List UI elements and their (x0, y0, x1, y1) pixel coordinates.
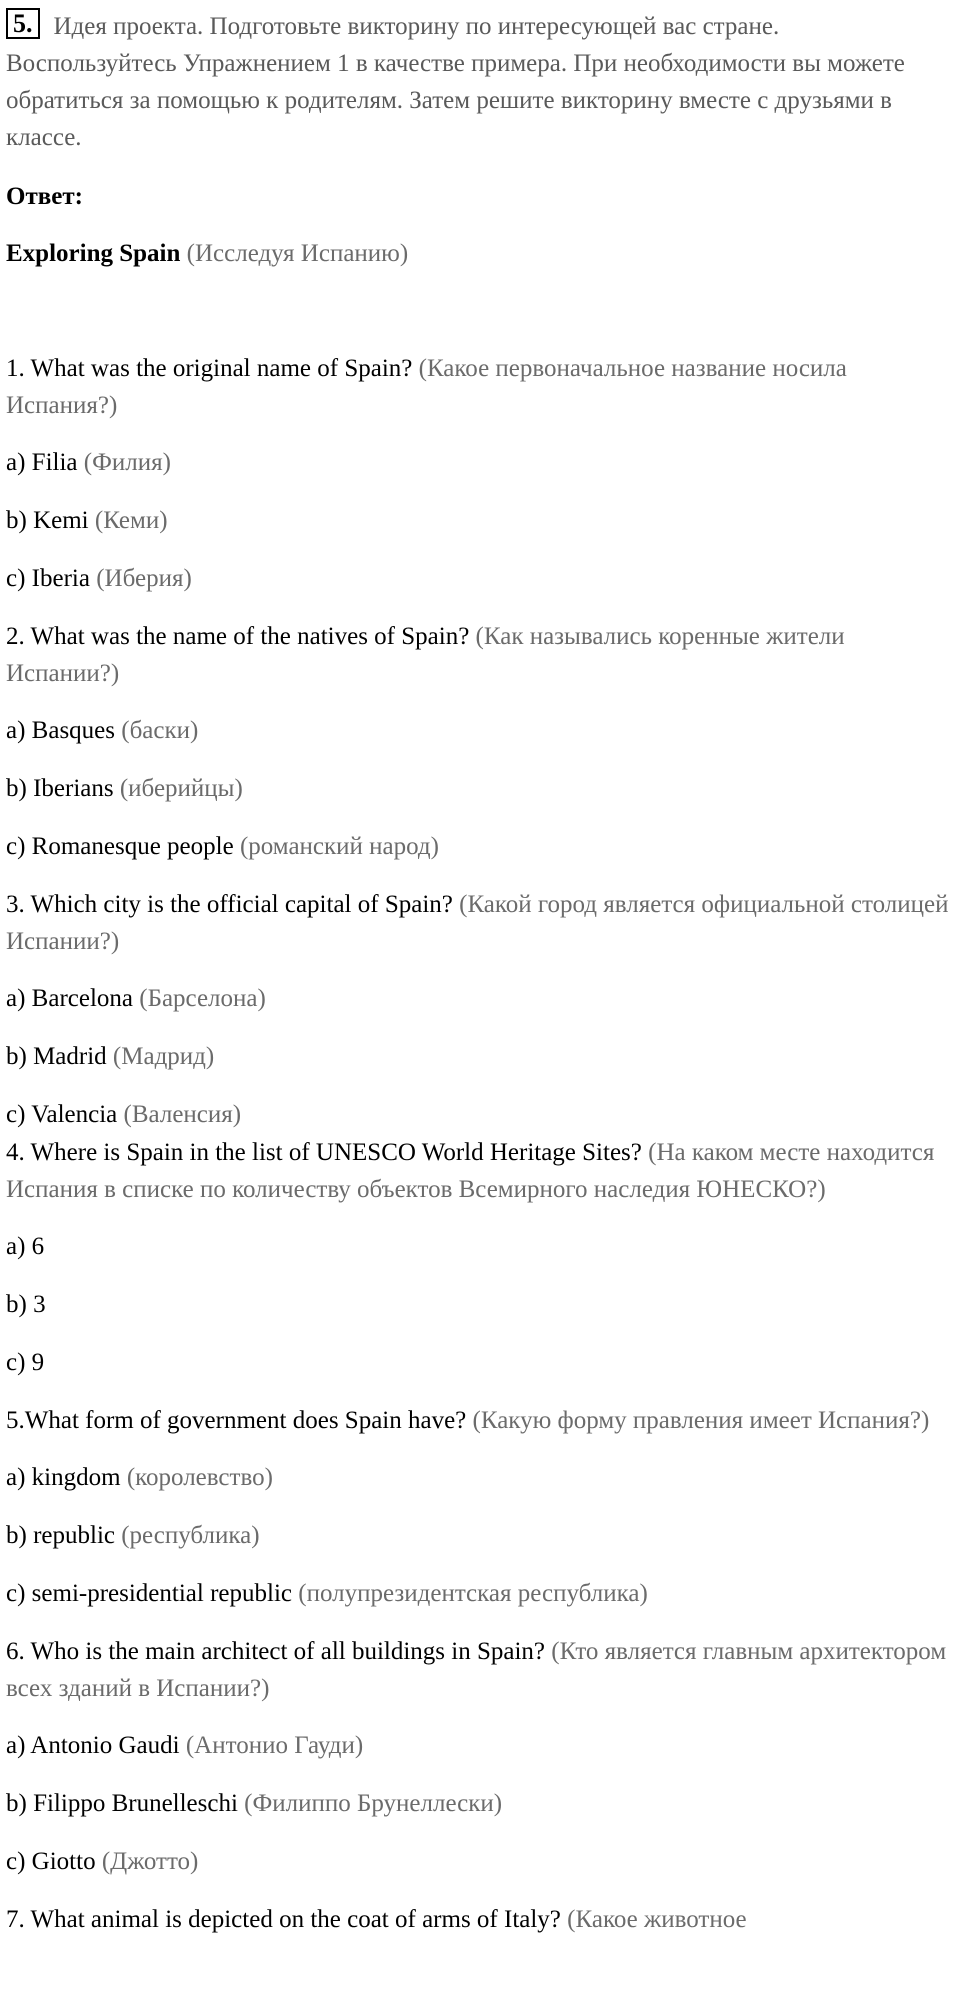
option-translation: (Барселона) (139, 985, 266, 1012)
option-text: c) Giotto (6, 1848, 96, 1875)
option-text: c) Romanesque people (6, 833, 234, 860)
option-5c (6, 1575, 952, 1612)
option-5b (6, 1517, 952, 1554)
option-6c (6, 1843, 952, 1880)
question-7 (6, 1901, 952, 1938)
option-text: b) republic (6, 1522, 115, 1549)
option-translation: (Антонио Гауди) (185, 1732, 364, 1759)
option-3c (6, 1096, 952, 1133)
option-text: a) Filia (6, 449, 78, 476)
document-page (6, 8, 952, 1958)
option-translation: (Кеми) (94, 507, 168, 534)
option-4b (6, 1286, 952, 1323)
question-1 (6, 350, 952, 424)
quiz-title (6, 235, 952, 272)
quiz-list (6, 350, 952, 1938)
question-translation: (На каком месте находится Испания в списке по количеству объектов Всемирного наследия ЮНЕСКО?) (6, 1139, 935, 1203)
option-6b (6, 1785, 952, 1822)
option-translation: (Филиппо Брунеллески) (244, 1790, 503, 1817)
question-translation: (Какое первоначальное название носила Испания?) (6, 355, 847, 419)
option-4c (6, 1344, 952, 1381)
quiz-title-en: Exploring Spain (6, 240, 181, 267)
option-3a (6, 980, 952, 1017)
option-translation: (романский народ) (239, 833, 439, 860)
option-translation: (Мадрид) (112, 1043, 215, 1070)
option-1a (6, 444, 952, 481)
option-1b (6, 502, 952, 539)
option-text: c) Valencia (6, 1101, 118, 1128)
answer-label: Ответ: (6, 183, 83, 210)
option-translation: (Джотто) (101, 1848, 199, 1875)
option-text: b) Filippo Brunelleschi (6, 1790, 238, 1817)
option-text: a) Barcelona (6, 985, 134, 1012)
option-text: a) Antonio Gaudi (6, 1732, 180, 1759)
option-translation: (Валенсия) (123, 1101, 242, 1128)
option-translation: (Иберия) (96, 565, 192, 592)
question-6 (6, 1633, 952, 1707)
question-3 (6, 886, 952, 960)
question-text: 4. Where is Spain in the list of UNESCO World Heritage Sites? (6, 1139, 642, 1166)
option-translation: (полупрезидентская республика) (298, 1580, 648, 1607)
question-text: 3. Which city is the official capital of Spain? (6, 891, 453, 918)
option-text: b) Kemi (6, 507, 89, 534)
option-text: c) semi-presidential republic (6, 1580, 292, 1607)
option-6a (6, 1727, 952, 1764)
option-translation: (королевство) (126, 1464, 273, 1491)
option-2b (6, 770, 952, 807)
task-text: Идея проекта. Подготовьте викторину по интересующей вас стране. Воспользуйтесь Упражнением 1 в качестве примера. При необходимости вы можете обратиться за помощью к родителям. Затем решите викторину вместе с друзьями в классе. (6, 13, 905, 151)
question-text: 1. What was the original name of Spain? (6, 355, 413, 382)
question-4 (6, 1134, 952, 1208)
question-translation: (Как назывались коренные жители Испании?) (6, 623, 845, 687)
option-text: b) Iberians (6, 775, 114, 802)
option-text: c) 9 (6, 1349, 45, 1376)
question-translation: (Какое животное (567, 1906, 747, 1933)
option-text: a) kingdom (6, 1464, 121, 1491)
option-2a (6, 712, 952, 749)
question-text: 5.What form of government does Spain have? (6, 1407, 467, 1434)
question-text: 7. What animal is depicted on the coat of arms of Italy? (6, 1906, 561, 1933)
quiz-title-ru: (Исследуя Испанию) (186, 240, 409, 267)
option-translation: (баски) (121, 717, 199, 744)
task-number-badge: 5. (6, 8, 40, 39)
option-text: c) Iberia (6, 565, 90, 592)
option-text: a) Basques (6, 717, 115, 744)
question-translation: (Кто является главным архитектором всех зданий в Испании?) (6, 1638, 947, 1702)
option-text: b) 3 (6, 1291, 46, 1318)
question-2 (6, 618, 952, 692)
option-translation: (Филия) (83, 449, 171, 476)
option-translation: (иберийцы) (119, 775, 243, 802)
question-translation: (Какую форму правления имеет Испания?) (472, 1407, 930, 1434)
question-text: 2. What was the name of the natives of Spain? (6, 623, 470, 650)
option-text: b) Madrid (6, 1043, 107, 1070)
option-2c (6, 828, 952, 865)
question-text: 6. Who is the main architect of all buildings in Spain? (6, 1638, 546, 1665)
question-translation: (Какой город является официальной столицей Испании?) (6, 891, 949, 955)
option-translation: (республика) (121, 1522, 260, 1549)
option-text: a) 6 (6, 1233, 45, 1260)
option-5a (6, 1459, 952, 1496)
option-3b (6, 1038, 952, 1075)
option-4a (6, 1228, 952, 1265)
option-1c (6, 560, 952, 597)
task-statement (6, 8, 952, 156)
question-5 (6, 1402, 952, 1439)
